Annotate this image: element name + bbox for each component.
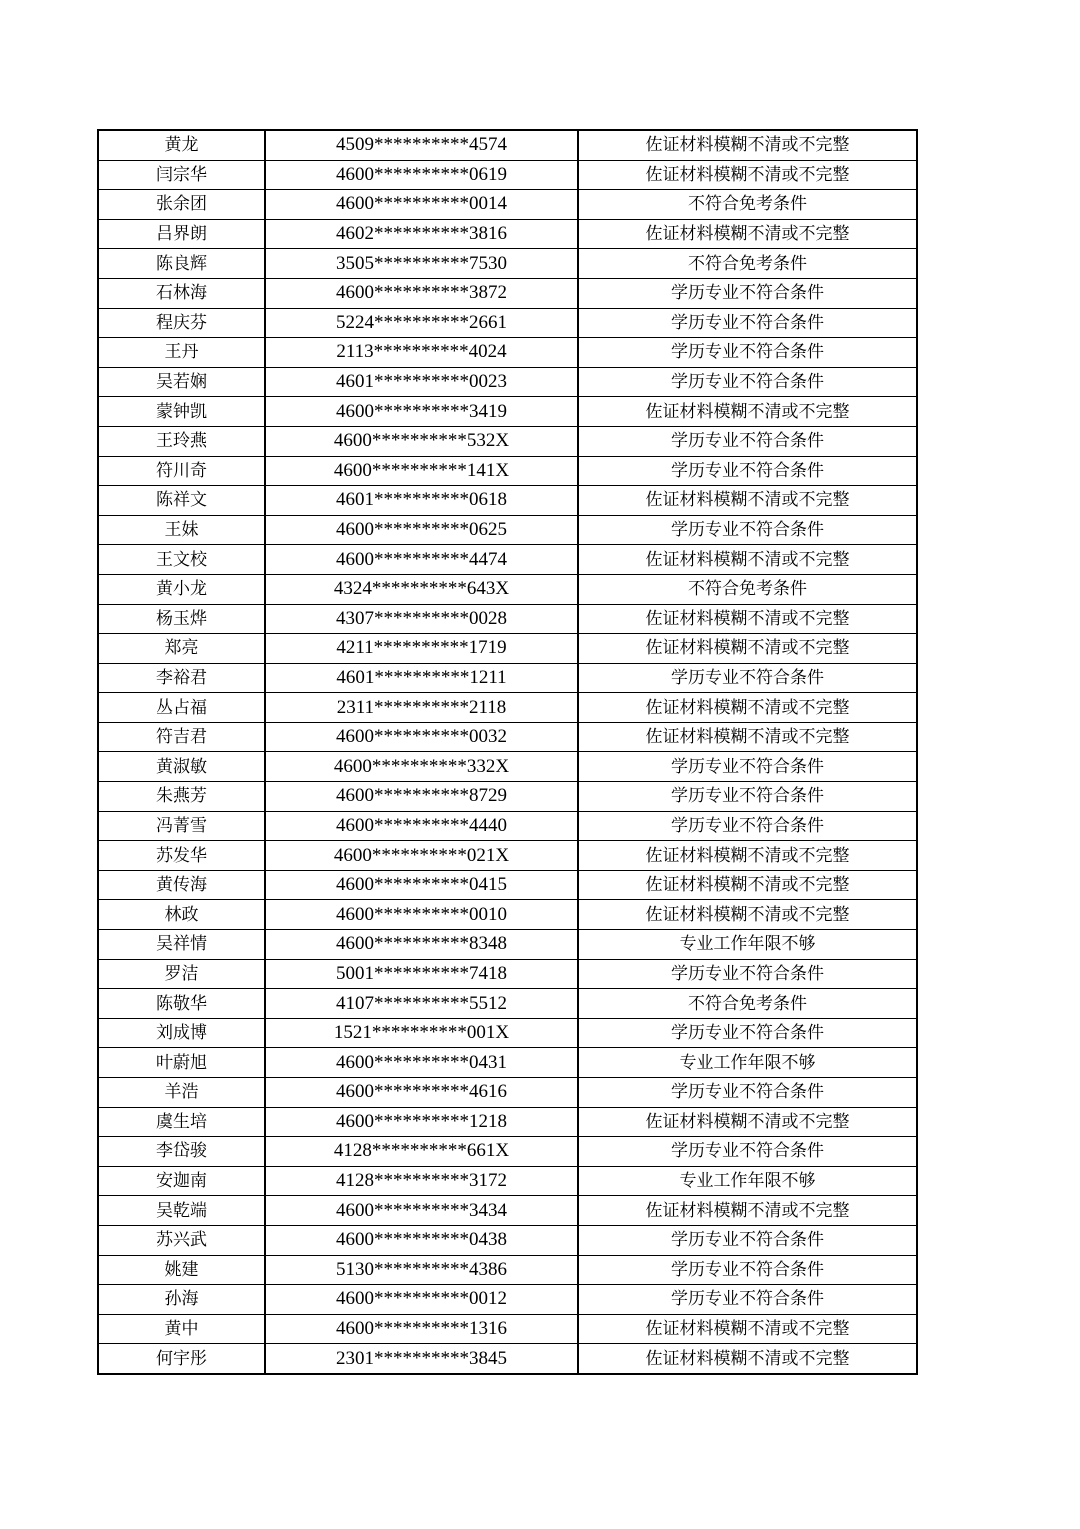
id-number-cell: 2311**********2118 bbox=[265, 693, 578, 723]
id-number-cell: 4600**********0619 bbox=[265, 160, 578, 190]
rejection-reason-cell: 佐证材料模糊不清或不完整 bbox=[578, 870, 917, 900]
id-number-cell: 4600**********021X bbox=[265, 841, 578, 871]
rejection-reason-cell: 学历专业不符合条件 bbox=[578, 308, 917, 338]
applicant-name-cell: 林政 bbox=[98, 900, 265, 930]
id-number-cell: 4600**********0438 bbox=[265, 1225, 578, 1255]
rejection-reason-cell: 佐证材料模糊不清或不完整 bbox=[578, 1344, 917, 1374]
id-number-cell: 4600**********3872 bbox=[265, 278, 578, 308]
rejection-reason-cell: 佐证材料模糊不清或不完整 bbox=[578, 130, 917, 160]
id-number-cell: 2113**********4024 bbox=[265, 338, 578, 368]
applicant-name-cell: 王文校 bbox=[98, 545, 265, 575]
applicant-name-cell: 虞生培 bbox=[98, 1107, 265, 1137]
table-row bbox=[98, 989, 917, 1019]
applicant-name-cell: 黄传海 bbox=[98, 870, 265, 900]
rejection-reason-cell: 佐证材料模糊不清或不完整 bbox=[578, 634, 917, 664]
rejection-reason-cell: 佐证材料模糊不清或不完整 bbox=[578, 1107, 917, 1137]
table-row bbox=[98, 545, 917, 575]
table-row bbox=[98, 574, 917, 604]
rejection-reason-cell: 专业工作年限不够 bbox=[578, 1166, 917, 1196]
rejection-reason-cell: 佐证材料模糊不清或不完整 bbox=[578, 1196, 917, 1226]
id-number-cell: 4600**********1316 bbox=[265, 1314, 578, 1344]
applicant-name-cell: 黄小龙 bbox=[98, 574, 265, 604]
rejection-reason-cell: 专业工作年限不够 bbox=[578, 1048, 917, 1078]
id-number-cell: 4600**********4616 bbox=[265, 1078, 578, 1108]
table-row bbox=[98, 219, 917, 249]
table-row bbox=[98, 160, 917, 190]
applicant-name-cell: 李岱骏 bbox=[98, 1137, 265, 1167]
applicant-name-cell: 陈敬华 bbox=[98, 989, 265, 1019]
applicant-name-cell: 闫宗华 bbox=[98, 160, 265, 190]
id-number-cell: 4509**********4574 bbox=[265, 130, 578, 160]
id-number-cell: 4600**********3434 bbox=[265, 1196, 578, 1226]
table-row bbox=[98, 1314, 917, 1344]
id-number-cell: 4600**********0010 bbox=[265, 900, 578, 930]
applicant-name-cell: 孙海 bbox=[98, 1285, 265, 1315]
applicant-name-cell: 刘成博 bbox=[98, 1018, 265, 1048]
rejection-reason-cell: 学历专业不符合条件 bbox=[578, 515, 917, 545]
id-number-cell: 4600**********4474 bbox=[265, 545, 578, 575]
table-row bbox=[98, 841, 917, 871]
table-row bbox=[98, 752, 917, 782]
id-number-cell: 4601**********0023 bbox=[265, 367, 578, 397]
applicant-name-cell: 吴乾端 bbox=[98, 1196, 265, 1226]
table-row bbox=[98, 900, 917, 930]
id-number-cell: 4600**********332X bbox=[265, 752, 578, 782]
table-row bbox=[98, 722, 917, 752]
table-row bbox=[98, 486, 917, 516]
id-number-cell: 4600**********8729 bbox=[265, 782, 578, 812]
rejection-reason-cell: 佐证材料模糊不清或不完整 bbox=[578, 397, 917, 427]
rejection-reason-cell: 学历专业不符合条件 bbox=[578, 959, 917, 989]
table-row bbox=[98, 1166, 917, 1196]
table-row bbox=[98, 811, 917, 841]
rejection-reason-cell: 学历专业不符合条件 bbox=[578, 663, 917, 693]
id-number-cell: 5224**********2661 bbox=[265, 308, 578, 338]
applicant-name-cell: 何宇彤 bbox=[98, 1344, 265, 1374]
applicant-name-cell: 丛占福 bbox=[98, 693, 265, 723]
id-number-cell: 4602**********3816 bbox=[265, 219, 578, 249]
id-number-cell: 4211**********1719 bbox=[265, 634, 578, 664]
table-row bbox=[98, 426, 917, 456]
applicant-table-body bbox=[98, 130, 917, 1374]
table-row bbox=[98, 130, 917, 160]
table-row bbox=[98, 663, 917, 693]
applicant-name-cell: 黄中 bbox=[98, 1314, 265, 1344]
rejection-reason-cell: 佐证材料模糊不清或不完整 bbox=[578, 693, 917, 723]
table-row bbox=[98, 604, 917, 634]
rejection-reason-cell: 佐证材料模糊不清或不完整 bbox=[578, 1314, 917, 1344]
applicant-name-cell: 苏发华 bbox=[98, 841, 265, 871]
applicant-name-cell: 陈良辉 bbox=[98, 249, 265, 279]
id-number-cell: 4600**********0012 bbox=[265, 1285, 578, 1315]
rejection-reason-cell: 学历专业不符合条件 bbox=[578, 1137, 917, 1167]
id-number-cell: 5130**********4386 bbox=[265, 1255, 578, 1285]
table-row bbox=[98, 367, 917, 397]
table-row bbox=[98, 1018, 917, 1048]
applicant-name-cell: 黄淑敏 bbox=[98, 752, 265, 782]
rejection-reason-cell: 学历专业不符合条件 bbox=[578, 1018, 917, 1048]
table-row bbox=[98, 1107, 917, 1137]
applicant-name-cell: 石林海 bbox=[98, 278, 265, 308]
rejection-reason-cell: 不符合免考条件 bbox=[578, 190, 917, 220]
id-number-cell: 4600**********0032 bbox=[265, 722, 578, 752]
id-number-cell: 4107**********5512 bbox=[265, 989, 578, 1019]
applicant-name-cell: 王丹 bbox=[98, 338, 265, 368]
table-row bbox=[98, 1344, 917, 1374]
table-row bbox=[98, 1196, 917, 1226]
id-number-cell: 4600**********3419 bbox=[265, 397, 578, 427]
table-row bbox=[98, 1137, 917, 1167]
rejection-reason-cell: 学历专业不符合条件 bbox=[578, 456, 917, 486]
table-row bbox=[98, 782, 917, 812]
id-number-cell: 2301**********3845 bbox=[265, 1344, 578, 1374]
id-number-cell: 4600**********4440 bbox=[265, 811, 578, 841]
table-row bbox=[98, 456, 917, 486]
id-number-cell: 4600**********1218 bbox=[265, 1107, 578, 1137]
id-number-cell: 4307**********0028 bbox=[265, 604, 578, 634]
applicant-name-cell: 吴若娴 bbox=[98, 367, 265, 397]
rejection-reason-cell: 佐证材料模糊不清或不完整 bbox=[578, 486, 917, 516]
rejection-reason-cell: 佐证材料模糊不清或不完整 bbox=[578, 604, 917, 634]
id-number-cell: 4600**********8348 bbox=[265, 930, 578, 960]
rejection-reason-cell: 学历专业不符合条件 bbox=[578, 752, 917, 782]
table-row bbox=[98, 930, 917, 960]
applicant-name-cell: 姚建 bbox=[98, 1255, 265, 1285]
table-row bbox=[98, 1048, 917, 1078]
applicant-name-cell: 黄龙 bbox=[98, 130, 265, 160]
rejection-reason-cell: 学历专业不符合条件 bbox=[578, 782, 917, 812]
id-number-cell: 4128**********661X bbox=[265, 1137, 578, 1167]
id-number-cell: 4600**********0431 bbox=[265, 1048, 578, 1078]
applicant-table bbox=[97, 129, 918, 1375]
table-row bbox=[98, 278, 917, 308]
applicant-name-cell: 王玲燕 bbox=[98, 426, 265, 456]
rejection-reason-cell: 专业工作年限不够 bbox=[578, 930, 917, 960]
table-row bbox=[98, 634, 917, 664]
id-number-cell: 5001**********7418 bbox=[265, 959, 578, 989]
applicant-name-cell: 程庆芬 bbox=[98, 308, 265, 338]
rejection-reason-cell: 学历专业不符合条件 bbox=[578, 1078, 917, 1108]
applicant-name-cell: 张余团 bbox=[98, 190, 265, 220]
applicant-name-cell: 罗洁 bbox=[98, 959, 265, 989]
id-number-cell: 4600**********0014 bbox=[265, 190, 578, 220]
rejection-reason-cell: 不符合免考条件 bbox=[578, 249, 917, 279]
rejection-reason-cell: 学历专业不符合条件 bbox=[578, 1225, 917, 1255]
rejection-reason-cell: 不符合免考条件 bbox=[578, 989, 917, 1019]
table-row bbox=[98, 249, 917, 279]
id-number-cell: 4601**********0618 bbox=[265, 486, 578, 516]
table-row bbox=[98, 870, 917, 900]
table-row bbox=[98, 308, 917, 338]
rejection-reason-cell: 学历专业不符合条件 bbox=[578, 338, 917, 368]
id-number-cell: 1521**********001X bbox=[265, 1018, 578, 1048]
rejection-reason-cell: 佐证材料模糊不清或不完整 bbox=[578, 841, 917, 871]
id-number-cell: 4128**********3172 bbox=[265, 1166, 578, 1196]
id-number-cell: 4600**********141X bbox=[265, 456, 578, 486]
applicant-name-cell: 陈祥文 bbox=[98, 486, 265, 516]
rejection-reason-cell: 佐证材料模糊不清或不完整 bbox=[578, 722, 917, 752]
rejection-reason-cell: 学历专业不符合条件 bbox=[578, 1285, 917, 1315]
rejection-reason-cell: 学历专业不符合条件 bbox=[578, 811, 917, 841]
id-number-cell: 3505**********7530 bbox=[265, 249, 578, 279]
applicant-name-cell: 安迦南 bbox=[98, 1166, 265, 1196]
table-row bbox=[98, 1225, 917, 1255]
applicant-name-cell: 羊浩 bbox=[98, 1078, 265, 1108]
table-row bbox=[98, 693, 917, 723]
rejection-reason-cell: 学历专业不符合条件 bbox=[578, 1255, 917, 1285]
id-number-cell: 4600**********0415 bbox=[265, 870, 578, 900]
applicant-name-cell: 李裕君 bbox=[98, 663, 265, 693]
applicant-name-cell: 朱燕芳 bbox=[98, 782, 265, 812]
rejection-reason-cell: 不符合免考条件 bbox=[578, 574, 917, 604]
applicant-name-cell: 苏兴武 bbox=[98, 1225, 265, 1255]
rejection-reason-cell: 佐证材料模糊不清或不完整 bbox=[578, 160, 917, 190]
table-row bbox=[98, 190, 917, 220]
rejection-reason-cell: 佐证材料模糊不清或不完整 bbox=[578, 900, 917, 930]
table-row bbox=[98, 1255, 917, 1285]
id-number-cell: 4600**********532X bbox=[265, 426, 578, 456]
applicant-name-cell: 符川奇 bbox=[98, 456, 265, 486]
table-row bbox=[98, 515, 917, 545]
applicant-name-cell: 杨玉烨 bbox=[98, 604, 265, 634]
applicant-name-cell: 符吉君 bbox=[98, 722, 265, 752]
applicant-name-cell: 叶蔚旭 bbox=[98, 1048, 265, 1078]
rejection-reason-cell: 佐证材料模糊不清或不完整 bbox=[578, 545, 917, 575]
applicant-name-cell: 吕界朗 bbox=[98, 219, 265, 249]
applicant-name-cell: 郑亮 bbox=[98, 634, 265, 664]
rejection-reason-cell: 学历专业不符合条件 bbox=[578, 278, 917, 308]
id-number-cell: 4600**********0625 bbox=[265, 515, 578, 545]
rejection-reason-cell: 学历专业不符合条件 bbox=[578, 426, 917, 456]
applicant-name-cell: 吴祥情 bbox=[98, 930, 265, 960]
rejection-reason-cell: 学历专业不符合条件 bbox=[578, 367, 917, 397]
table-row bbox=[98, 1078, 917, 1108]
applicant-name-cell: 冯菁雪 bbox=[98, 811, 265, 841]
table-row bbox=[98, 1285, 917, 1315]
applicant-name-cell: 王妹 bbox=[98, 515, 265, 545]
table-row bbox=[98, 338, 917, 368]
id-number-cell: 4324**********643X bbox=[265, 574, 578, 604]
id-number-cell: 4601**********1211 bbox=[265, 663, 578, 693]
table-row bbox=[98, 959, 917, 989]
applicant-name-cell: 蒙钟凯 bbox=[98, 397, 265, 427]
rejection-reason-cell: 佐证材料模糊不清或不完整 bbox=[578, 219, 917, 249]
table-row bbox=[98, 397, 917, 427]
